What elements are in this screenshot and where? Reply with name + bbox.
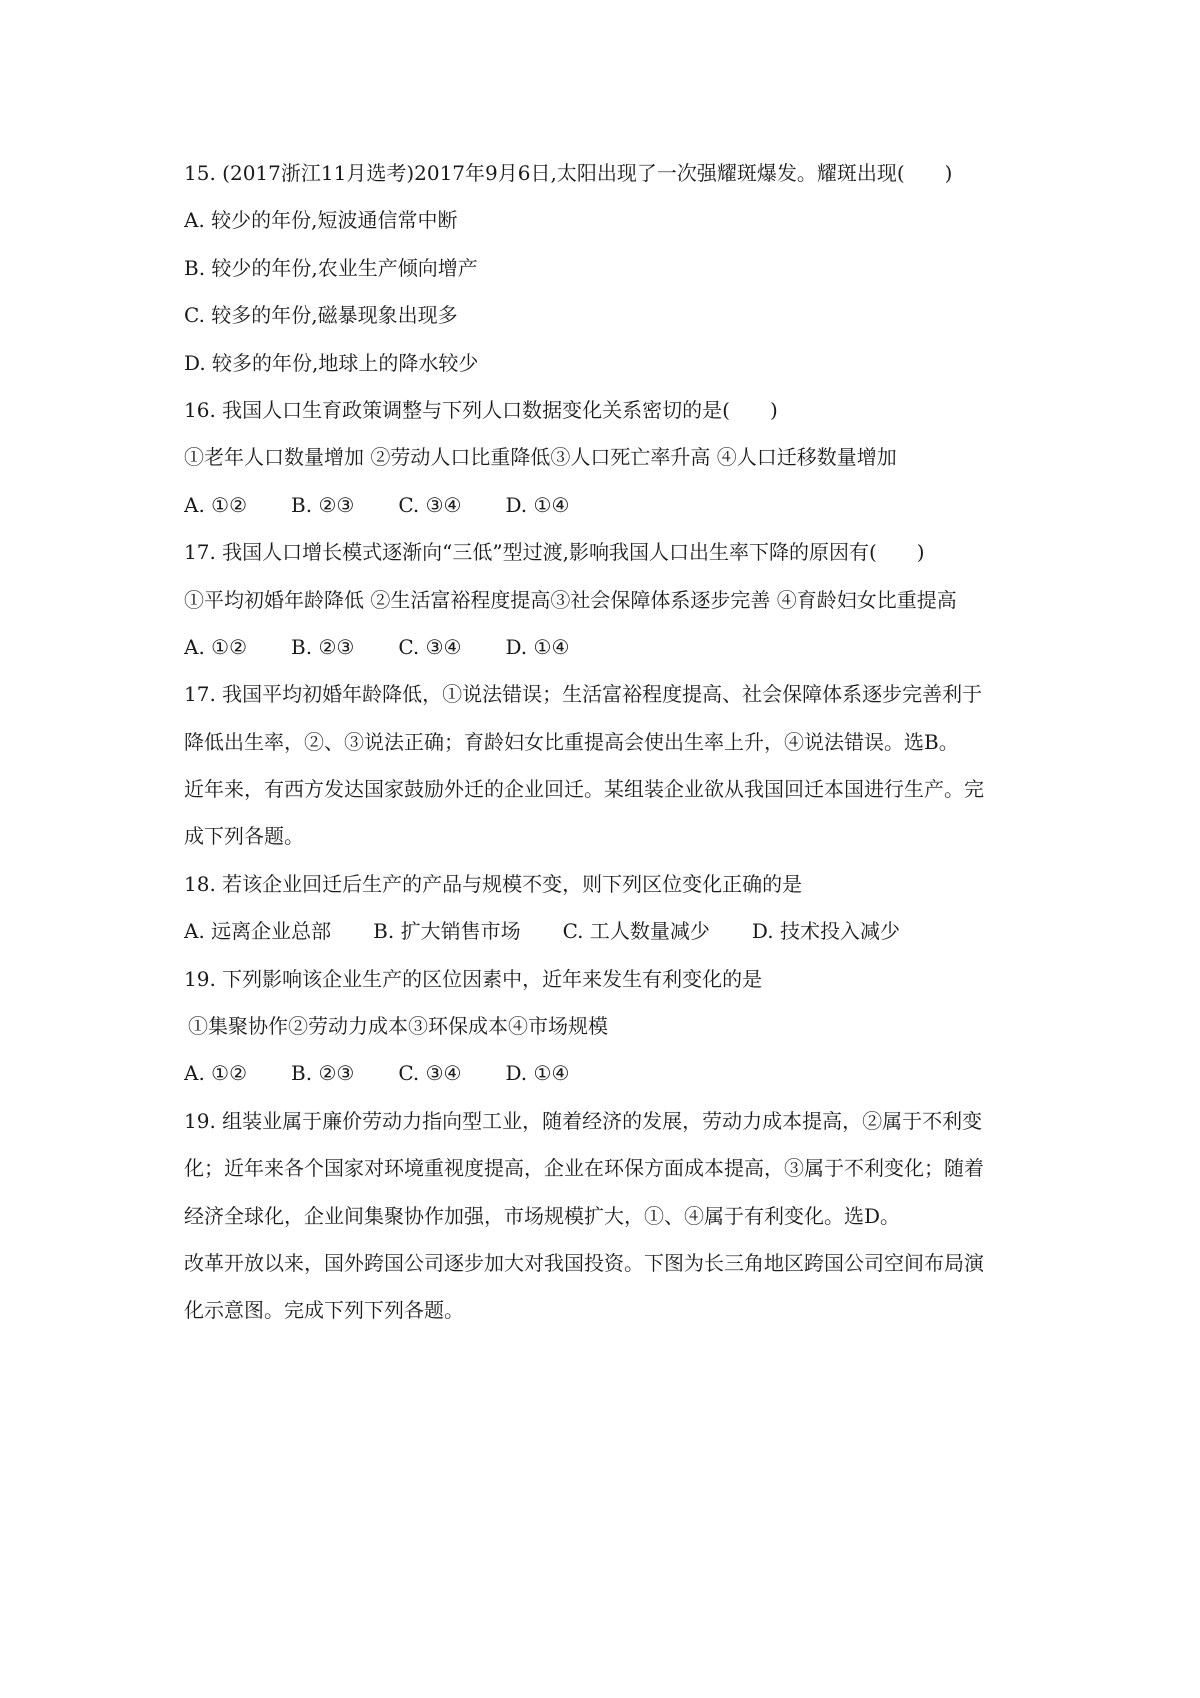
question-16-stem: 16. 我国人口生育政策调整与下列人口数据变化关系密切的是( ) <box>184 397 778 422</box>
question-15-option-d: D. 较多的年份,地球上的降水较少 <box>184 350 479 375</box>
answer-19-line-1: 19. 组装业属于廉价劳动力指向型工业，随着经济的发展，劳动力成本提高，②属于不利变 <box>184 1108 983 1133</box>
passage-18-line-1: 近年来，有西方发达国家鼓励外迁的企业回迁。某组装企业欲从我国回迁本国进行生产。完 <box>184 777 984 802</box>
question-19-statements: ①集聚协作②劳动力成本③环保成本④市场规模 <box>188 1014 608 1039</box>
question-17-option-c: C. ③④ <box>398 634 462 659</box>
question-17-statements: ①平均初婚年龄降低 ②生活富裕程度提高③社会保障体系逐步完善 ④育龄妇女比重提高 <box>184 587 957 612</box>
passage-20-line-1: 改革开放以来，国外跨国公司逐步加大对我国投资。下图为长三角地区跨国公司空间布局演 <box>184 1250 984 1275</box>
document-body <box>184 150 1034 1335</box>
question-18-option-b: B. 扩大销售市场 <box>373 919 521 944</box>
passage-20-line-2: 化示意图。完成下列下列各题。 <box>184 1298 464 1323</box>
question-16-option-d: D. ①④ <box>505 492 570 517</box>
question-19-option-c: C. ③④ <box>398 1061 462 1086</box>
question-16-option-b: B. ②③ <box>291 492 355 517</box>
question-15-option-b: B. 较少的年份,农业生产倾向增产 <box>184 255 478 280</box>
answer-17-line-1: 17. 我国平均初婚年龄降低，①说法错误；生活富裕程度提高、社会保障体系逐步完善利于 <box>184 682 983 707</box>
question-17-options <box>184 624 1034 671</box>
answer-19-line-2: 化；近年来各个国家对环境重视度提高，企业在环保方面成本提高，③属于不利变化；随着 <box>184 1156 984 1181</box>
question-16-option-a: A. ①② <box>184 492 248 517</box>
question-17-option-d: D. ①④ <box>505 634 570 659</box>
question-19-options <box>184 1050 1034 1097</box>
question-17-option-a: A. ①② <box>184 634 248 659</box>
question-19-option-b: B. ②③ <box>291 1061 355 1086</box>
question-19-option-d: D. ①④ <box>505 1061 570 1086</box>
question-15-stem: 15. (2017浙江11月选考)2017年9月6日,太阳出现了一次强耀斑爆发。耀斑出现( ) <box>184 161 953 185</box>
question-17-stem: 17. 我国人口增长模式逐渐向“三低”型过渡,影响我国人口出生率下降的原因有( ) <box>184 540 925 565</box>
question-18-option-d: D. 技术投入减少 <box>751 919 900 944</box>
question-16-options <box>184 482 1034 529</box>
question-18-options <box>184 908 1034 955</box>
question-15-option-a: A. 较少的年份,短波通信常中断 <box>184 208 458 233</box>
passage-18-line-2: 成下列各题。 <box>184 824 304 849</box>
question-17-option-b: B. ②③ <box>291 634 355 659</box>
question-16-statements: ①老年人口数量增加 ②劳动人口比重降低③人口死亡率升高 ④人口迁移数量增加 <box>184 445 897 470</box>
question-16-option-c: C. ③④ <box>398 492 462 517</box>
question-18-stem: 18. 若该企业回迁后生产的产品与规模不变，则下列区位变化正确的是 <box>184 871 803 896</box>
question-19-option-a: A. ①② <box>184 1061 248 1086</box>
answer-19-line-3: 经济全球化，企业间集聚协作加强，市场规模扩大，①、④属于有利变化。选D。 <box>184 1203 901 1228</box>
question-18-option-c: C. 工人数量减少 <box>562 919 710 944</box>
answer-17-line-2: 降低出生率，②、③说法正确；育龄妇女比重提高会使出生率上升，④说法错误。选B。 <box>184 729 959 754</box>
question-18-option-a: A. 远离企业总部 <box>184 919 332 944</box>
question-19-stem: 19. 下列影响该企业生产的区位因素中，近年来发生有利变化的是 <box>184 966 763 991</box>
question-15-option-c: C. 较多的年份,磁暴现象出现多 <box>184 303 458 328</box>
